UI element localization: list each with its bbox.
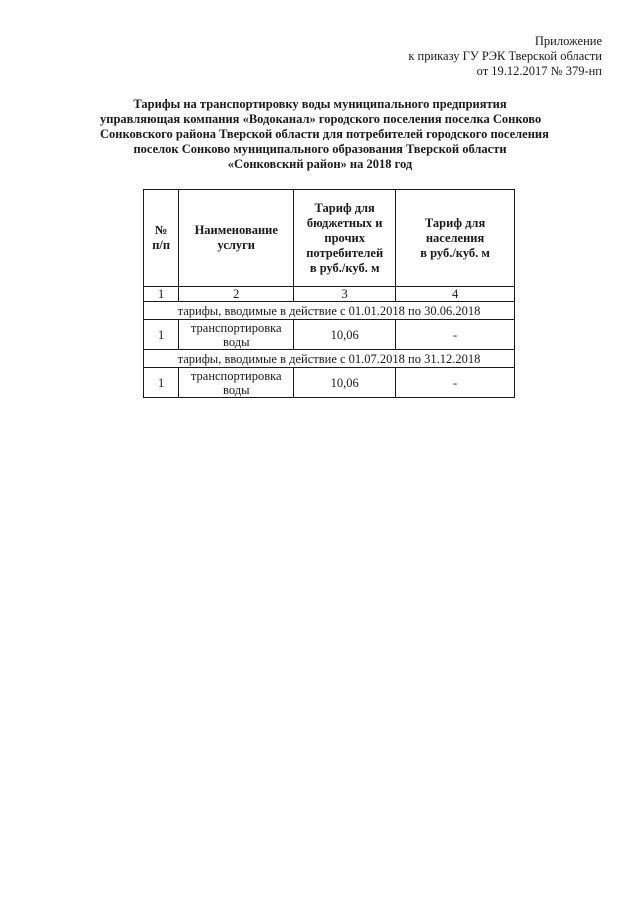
header-population-tariff: Тариф для населения в руб./куб. м [396, 190, 515, 287]
title-line: поселок Сонково муниципального образования Тверской области [133, 142, 507, 156]
period-label: тарифы, вводимые в действие с 01.01.2018 по 30.06.2018 [144, 302, 515, 320]
column-number: 1 [144, 287, 179, 302]
appendix-line: Приложение [534, 34, 602, 48]
period-row [144, 302, 515, 320]
title-line: Тарифы на транспортировку воды муниципального предприятия [133, 97, 507, 111]
title-line: Сонковского района Тверской области для потребителей городского поселения [100, 127, 549, 141]
column-number: 2 [179, 287, 294, 302]
period-label: тарифы, вводимые в действие с 01.07.2018 по 31.12.2018 [144, 350, 515, 368]
column-number-row [144, 287, 515, 302]
column-number: 4 [396, 287, 515, 302]
table-header-row [144, 190, 515, 287]
document-title [100, 97, 549, 172]
population-tariff-value: - [396, 320, 515, 350]
appendix-date-line: от 19.12.2017 № 379-нп [476, 64, 602, 78]
header-number: № п/п [144, 190, 179, 287]
budget-tariff-value: 10,06 [294, 320, 396, 350]
service-name: транспортировка воды [179, 320, 294, 350]
header-service-name: Наименование услуги [179, 190, 294, 287]
column-number: 3 [294, 287, 396, 302]
title-line: управляющая компания «Водоканал» городского поселения поселка Сонково [100, 112, 542, 126]
budget-tariff-value: 10,06 [294, 368, 396, 398]
row-number: 1 [144, 320, 179, 350]
table-row [144, 320, 515, 350]
service-name: транспортировка воды [179, 368, 294, 398]
table-row [144, 368, 515, 398]
appendix-order-line: к приказу ГУ РЭК Тверской области [408, 49, 602, 63]
population-tariff-value: - [396, 368, 515, 398]
tariff-table [143, 189, 515, 398]
title-line: «Сонковский район» на 2018 год [227, 157, 413, 171]
row-number: 1 [144, 368, 179, 398]
header-budget-tariff: Тариф для бюджетных и прочих потребителей в руб./куб. м [294, 190, 396, 287]
period-row [144, 350, 515, 368]
appendix-reference [408, 34, 602, 79]
